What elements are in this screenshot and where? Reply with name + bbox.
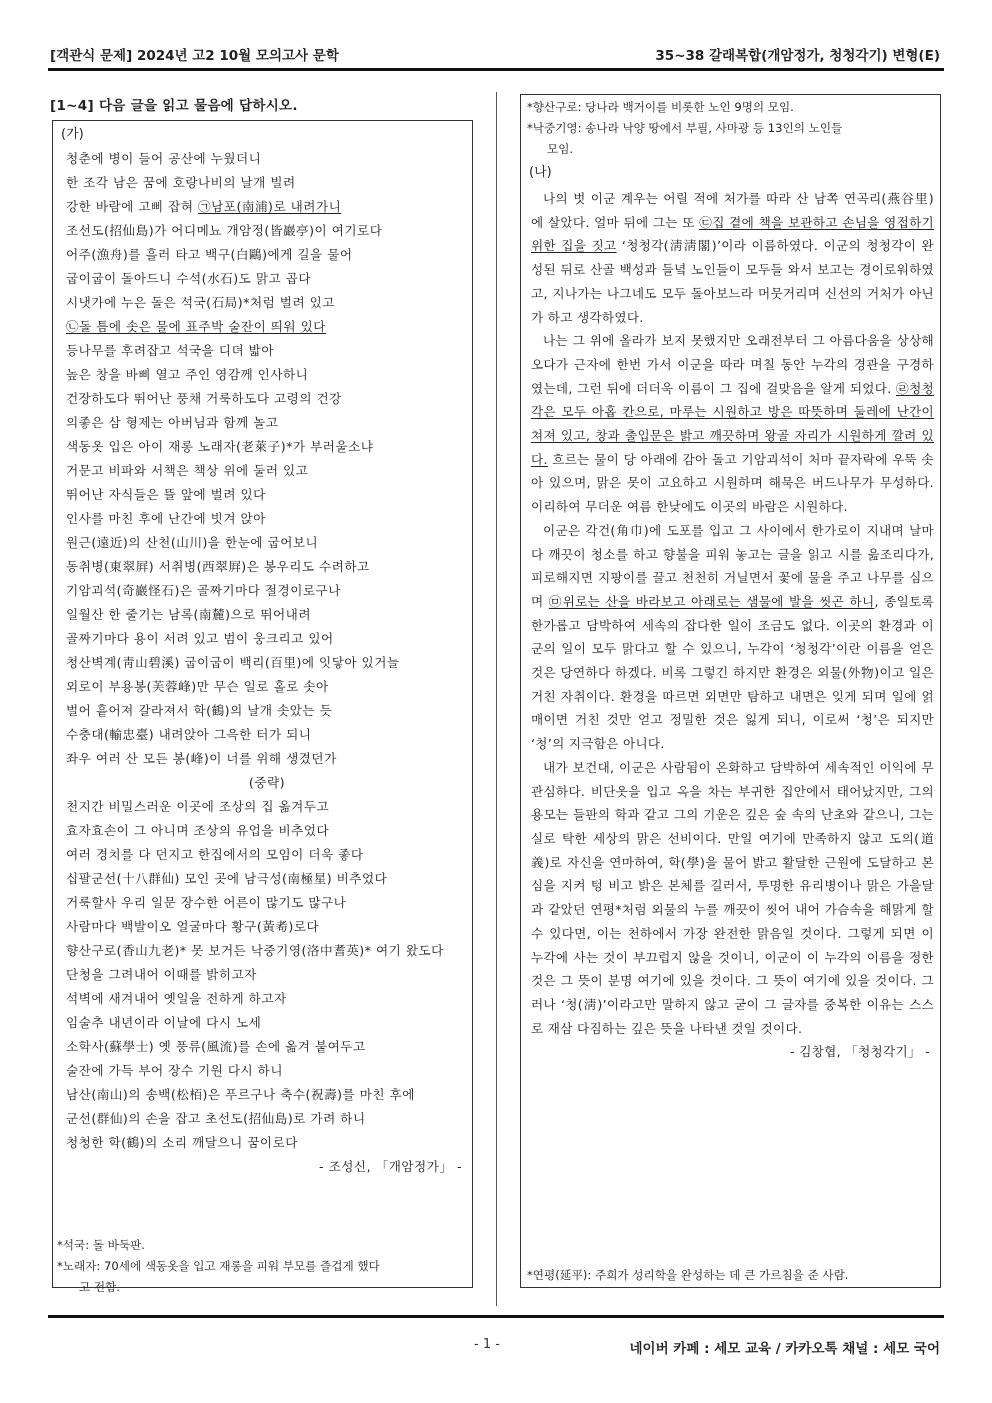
column-divider [496, 92, 497, 1306]
poem-line: 천지간 비밀스러운 이곳에 조상의 집 옮겨두고 [66, 799, 330, 814]
poem-line: 외로이 부용봉(芙蓉峰)만 무슨 일로 홀로 솟아 [66, 679, 329, 694]
footnote-cont: 모임. [547, 142, 574, 156]
poem-line: 술잔에 가득 부어 장수 기원 다시 하니 [66, 1063, 284, 1078]
poem-line: 건장하도다 뛰어난 풍채 거룩하도다 고령의 건강 [66, 391, 342, 406]
poem-line: 높은 창을 바삐 열고 주인 영감께 인사하니 [66, 367, 309, 382]
page-number: - 1 - [474, 1337, 500, 1352]
poem-line: 뛰어난 자식들은 뜰 앞에 벌려 있다 [66, 487, 266, 502]
poem-line: 동취병(東翠屛) 서취병(西翠屛)은 봉우리도 수려하고 [66, 559, 370, 574]
footnote: *석국: 돌 바둑판. [57, 1238, 145, 1252]
poem-line: 거룩할사 우리 일문 장수한 어른이 많기도 많구나 [66, 895, 347, 910]
instruction: [1~4] 다음 글을 읽고 물음에 답하시오. [50, 98, 298, 114]
poem-line: 효자효손이 그 아니며 조상의 유업을 비추었다 [66, 823, 330, 838]
underline-b: ㉡돌 틈에 솟은 물에 표주박 술잔이 띄워 있다 [66, 319, 326, 334]
poem-line: 벌어 흩어져 갈라져서 학(鶴)의 날개 솟았는 듯 [66, 703, 333, 718]
poem-line: 향산구로(香山九老)* 못 보거든 낙중기영(洛中耆英)* 여기 왔도다 [66, 943, 444, 958]
poem-line: 군선(群仙)의 손을 잡고 초선도(招仙島)로 가려 하니 [66, 1111, 366, 1126]
poem-line: 거문고 비파와 서책은 책상 위에 둘러 있고 [66, 463, 309, 478]
essay-paragraph: 나는 그 위에 올라가 보지 못했지만 오래전부터 그 아름다움을 상상해 오다가 근자에 한번 가서 이군을 따라 며칠 동안 누각의 경관을 구경하였는데, 그런 뒤에 더더욱 이름이 그 집에 걸맞음을 알게 되었다. ㉣청청각은 모두 아홉 칸으로, 마루는 시원하고 방은 따뜻하며 둘레에 난간이 쳐져 있고, 창과 출입문은 밝고 깨끗하며 왕골 자리가 시원하게 깔려 있다. 흐르는 물이 당 아래에 감아 돌고 기암괴석이 처마 끝자락에 우뚝 솟아 있으며, 맑은 못이 고요하고 시원하며 해묵은 버드나무가 무성하다. 이리하여 무더운 여름 한낮에도 이곳의 바람은 시원하다. [531, 333, 934, 515]
poem-line: 기암괴석(奇巖怪石)은 골짜기마다 절경이로구나 [66, 583, 341, 598]
footnote: *낙중기영: 송나라 낙양 땅에서 부필, 사마광 등 13인의 노인들 [527, 121, 843, 135]
poem-line: 시냇가에 누은 돌은 석국(石局)*처럼 벌려 있고 [66, 295, 335, 310]
poem-author: - 조성신, 「개암정가」 - [319, 1159, 462, 1174]
passage-na-box [520, 94, 941, 1288]
footnote: *향산구로: 당나라 백거이를 비롯한 노인 9명의 모임. [527, 100, 794, 114]
header-left: [객관식 문제] 2024년 고2 10월 모의고사 문학 [50, 48, 339, 64]
footnote: *연평(延平): 주희가 성리학을 완성하는 데 큰 가르침을 준 사람. [527, 1268, 849, 1282]
poem-line: 어주(漁舟)를 흘러 타고 백구(白鷗)에게 길을 물어 [66, 247, 353, 262]
header-right: 35~38 갈래복합(개암정가, 청청각기) 변형(E) [655, 48, 940, 64]
poem-line: 조선도(招仙島)가 어디메뇨 개암정(皆巖亭)이 여기로다 [66, 223, 383, 238]
poem-line: 의좋은 삼 형제는 아버님과 함께 놀고 [66, 415, 279, 430]
poem-line: 십팔군선(十八群仙) 모인 곳에 남극성(南極星) 비추었다 [66, 871, 388, 886]
poem-line: 원근(遠近)의 산천(山川)을 한눈에 굽어보니 [66, 535, 319, 550]
essay-paragraph: 내가 보건대, 이군은 사람됨이 온화하고 담박하여 세속적인 이익에 무관심하다. 비단옷을 입고 옥을 차는 부귀한 집안에서 태어났지만, 그의 용모는 들판의 학과 같고 그의 기운은 깊은 숲 속의 난초와 같으니, 그는 실로 탁한 세상의 맑은 선비이다. 만일 여기에 만족하지 않고 도의(道義)로 자신을 연마하여, 학(學)을 물어 밝고 활달한 근원에 도달하고 본심을 지켜 텅 비고 밝은 본체를 길러서, 투명한 유리병이나 맑은 가을달과 같았던 연평*처럼 외물의 누를 깨끗이 씻어 내어 가슴속을 해맑게 할 수 있다면, 이는 천하에서 가장 완전한 맑음일 것이다. 그렇게 되면 이 누각에 사는 것이 부끄럽지 않을 것이니, 이군이 이 누각의 이름을 정한 것은 그 뜻이 분명 여기에 있을 것이다. 그 뜻이 여기에 있을 것이다. 그러나 ‘청(淸)’이라고만 말하지 않고 굳이 그 글자를 중복한 이유는 스스로 재삼 다짐하는 깊은 뜻을 나타낸 것일 것이다. [531, 759, 934, 1036]
poem-line-underlined-b [66, 315, 468, 339]
underline-a: ㉠남포(南浦)로 내려가니 [198, 199, 342, 214]
poem-line: 단청을 그려내어 이때를 밝히고자 [66, 967, 257, 982]
poem-line-underlined-a: 강한 바람에 고삐 잡혀 ㉠남포(南浦)로 내려가니 [66, 199, 342, 214]
poem-line: 청산벽계(靑山碧溪) 굽이굽이 백리(百里)에 잇닿아 있거늘 [66, 655, 400, 670]
underline-d: ㉣청청각은 모두 아홉 칸으로, 마루는 시원하고 방은 따뜻하며 둘레에 난간이 쳐져 있고, 창과 출입문은 밝고 깨끗하며 왕골 자리가 시원하게 깔려 있다. [531, 380, 934, 467]
poem-line: 석벽에 새겨내어 옛일을 전하게 하고자 [66, 991, 287, 1006]
footnote: *노래자: 70세에 색동옷을 입고 재롱을 피워 부모를 즐겁게 했다 [57, 1259, 380, 1273]
top-rule [48, 68, 944, 71]
footnotes-continued [527, 97, 937, 160]
poem-line: 여러 경치를 다 던지고 한집에서의 모임이 더욱 좋다 [66, 847, 364, 862]
poem-line: 청춘에 병이 들어 공산에 누웠더니 [66, 151, 262, 166]
passage-ga-label: (가) [61, 127, 84, 142]
poem-line: 한 조각 남은 꿈에 호랑나비의 날개 빌려 [66, 175, 296, 190]
footnotes-ga [57, 1235, 467, 1298]
essay-paragraph: 이군은 각건(角巾)에 도포를 입고 그 사이에서 한가로이 지내며 날마다 깨끗이 청소를 하고 향불을 피워 놓고는 글을 읽고 시를 읊조리다가, 피로해지면 지팡이를 끌고 천천히 거닐면서 꽃에 물을 주고 나무를 심으며 ㉤위로는 산을 바라보고 아래로는 샘물에 발을 씻곤 하니, 종일토록 한가롭고 담박하여 세속의 잡다한 일이 조금도 없다. 이곳의 환경과 이군의 일이 모두 맑다고 할 수 있으니, 누각이 ‘청청각’이란 이름을 얻은 것은 당연하다 하겠다. 비록 그렇긴 하지만 환경은 외물(外物)이고 일은 거친 자취이다. 환경을 따르면 외면만 탐하고 내면은 잊게 되며 일에 얽매이면 거친 것만 얻고 정밀한 것은 잃게 되니, 이로써 ‘청’은 되지만 ‘청’의 지극함은 아니다. [531, 522, 935, 752]
poem-line: 색동옷 입은 아이 재롱 노래자(老萊子)*가 부러울소냐 [66, 439, 374, 454]
passage-na-label: (나) [529, 165, 552, 180]
poem-line: 골짜기마다 용이 서려 있고 범이 웅크리고 있어 [66, 631, 334, 646]
poem-line: 등나무를 후려잡고 석국을 디뎌 밟아 [66, 343, 274, 358]
poem-line: 사람마다 백발이오 얼굴마다 황구(黃耇)로다 [66, 919, 320, 934]
footer-credit: 네이버 카페 : 세모 교육 / 카카오톡 채널 : 세모 국어 [629, 1341, 940, 1357]
essay-author: - 김창협, 「청청각기」 - [790, 1044, 930, 1060]
poem-line: 인사를 마친 후에 난간에 빗겨 앉아 [66, 511, 266, 526]
poem-line: 수충대(輸忠臺) 내려앉아 그윽한 터가 되니 [66, 727, 312, 742]
passage-ga-box [52, 120, 473, 1294]
omission-mark: (중략) [248, 775, 286, 790]
underline-c: ㉢집 곁에 책을 보관하고 손님을 영접하기 위한 집을 짓고 [531, 214, 935, 254]
underline-e: ㉤위로는 산을 바라보고 아래로는 샘물에 발을 씻곤 하니 [548, 593, 875, 609]
bottom-rule [48, 1315, 944, 1318]
poem-line: 소학사(蘇學士) 옛 풍류(風流)를 손에 옮겨 붙여두고 [66, 1039, 366, 1054]
poem-line: 청청한 학(鶴)의 소리 깨달으니 꿈이로다 [66, 1135, 298, 1150]
essay-body [531, 187, 934, 1064]
poem-line: 임술추 내년이라 이날에 다시 노세 [66, 1015, 262, 1030]
poem-line: 일월산 한 줄기는 남록(南麓)으로 뛰어내려 [66, 607, 312, 622]
footnote-cont: 고 전함. [79, 1280, 120, 1294]
essay-paragraph: 나의 벗 이군 계우는 어릴 적에 처가를 따라 산 남쪽 연곡리(燕谷里)에 살았다. 얼마 뒤에 그는 또 ㉢집 곁에 책을 보관하고 손님을 영접하기 위한 집을 짓고 ‘청청각(淸淸閣)’이라 이름하였다. 이군의 청청각이 완성된 뒤로 산골 백성과 들녘 노인들이 모두들 와서 보고는 경이로워하였고, 지나가는 나그네도 모두 돌아보느라 머뭇거리며 신선의 거처가 아닌가 하고 생각하였다. [531, 191, 935, 325]
poem-body [66, 147, 468, 1179]
poem-line: 굽이굽이 돌아드니 수석(水石)도 맑고 곱다 [66, 271, 312, 286]
poem-line: 좌우 여러 산 모든 봉(峰)이 너를 위해 생겼던가 [66, 751, 337, 766]
poem-line: 남산(南山)의 송백(松栢)은 푸르구나 축수(祝壽)를 마친 후에 [66, 1087, 415, 1102]
